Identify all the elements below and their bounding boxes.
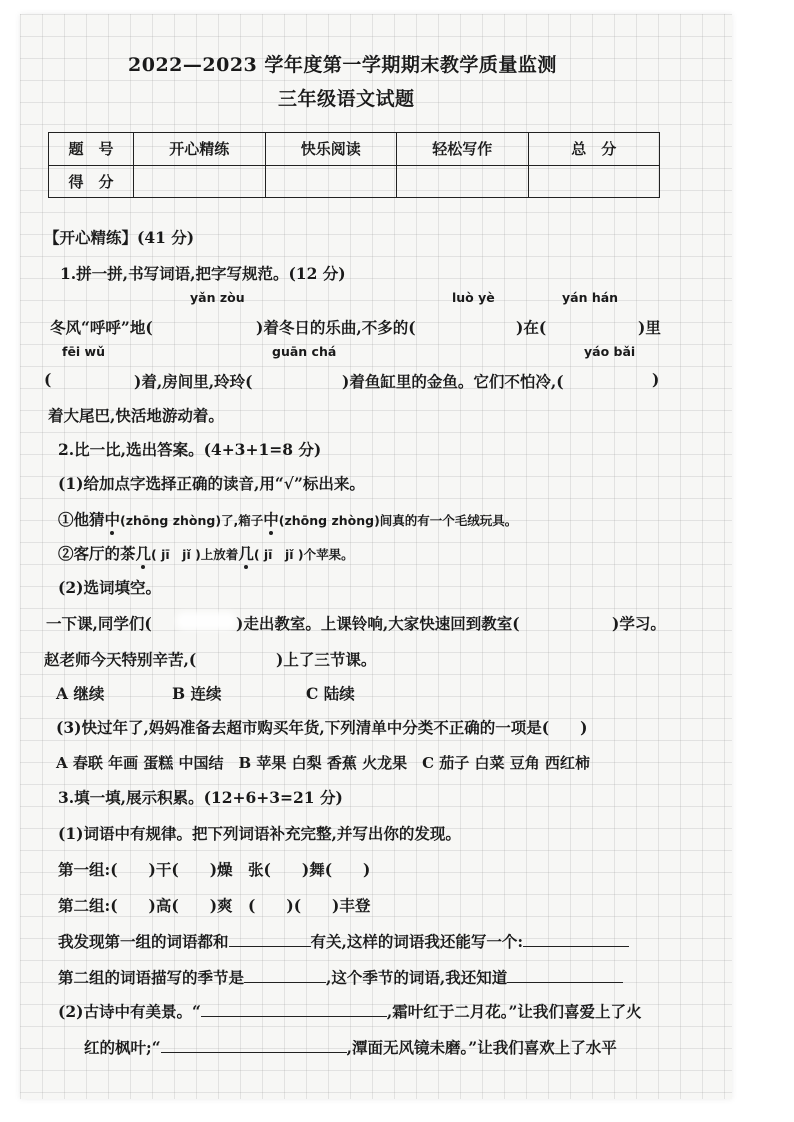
sentence-text: ①他猜: [58, 510, 105, 529]
score-table-cell: 总 分: [528, 133, 660, 166]
q3-finding-1: [58, 930, 629, 952]
answer-blank[interactable]: [523, 946, 629, 947]
q1-pinyin: guān chá: [272, 344, 337, 359]
finding-text: ,这个季节的词语,我还知道: [326, 968, 508, 987]
q2-fill-line: )上了三节课。: [276, 650, 377, 669]
q2-part1-instruction: (1)给加点字选择正确的读音,用“√”标出来。: [58, 474, 365, 493]
q2-part2-title: (2)选词填空。: [58, 578, 161, 597]
dotted-char: 几: [238, 544, 254, 563]
q1-pinyin: fēi wǔ: [62, 344, 105, 359]
answer-blank[interactable]: [229, 946, 311, 947]
score-table: [48, 132, 660, 198]
q2-title: 2.比一比,选出答案。(4+3+1=8 分): [58, 440, 322, 459]
dotted-char: 中: [104, 510, 121, 529]
score-table-cell: 得 分: [49, 165, 134, 198]
sentence-text: (zhōng zhòng)了,箱子: [120, 513, 264, 528]
q1-title: 1.拼一拼,书写词语,把字写规范。(12 分): [60, 264, 346, 283]
score-input-cell[interactable]: [528, 165, 660, 198]
answer-blank[interactable]: [507, 982, 623, 983]
q1-line: )着,房间里,玲玲(: [134, 372, 253, 391]
exam-title: 2022—2023 学年度第一学期期末教学质量监测: [128, 54, 557, 76]
q2-option: C 陆续: [306, 684, 355, 703]
q1-line: )着冬日的乐曲,不多的(: [256, 318, 416, 337]
scan-smudge: [176, 612, 236, 630]
score-table-cell: 题 号: [49, 133, 134, 166]
q3-title: 3.填一填,展示积累。(12+6+3=21 分): [58, 788, 343, 807]
q3-group-1: 第一组:( )干( )燥 张( )舞( ): [58, 860, 371, 879]
answer-blank[interactable]: [161, 1052, 347, 1053]
exam-subtitle: 三年级语文试题: [278, 88, 415, 110]
q3-finding-2: [58, 966, 623, 988]
q2-part3-options: A 春联 年画 蛋糕 中国结 B 苹果 白梨 香蕉 火龙果 C 茄子 白菜 豆角 西红柿: [56, 754, 590, 772]
score-input-cell[interactable]: [397, 165, 529, 198]
q2-fill-line: 一下课,同学们(: [46, 614, 152, 633]
score-table-cell: 快乐阅读: [265, 133, 397, 166]
q2-sentence-2: [58, 542, 354, 564]
poem-text: 红的枫叶;“: [84, 1038, 161, 1057]
score-table-cell: 轻松写作: [397, 133, 529, 166]
q2-fill-line: 赵老师今天特别辛苦,(: [44, 650, 197, 669]
poem-text: (2)古诗中有美景。“: [58, 1002, 201, 1021]
score-table-score-row: [49, 165, 660, 198]
q1-pinyin: yáo bǎi: [584, 344, 636, 359]
q2-option: B 连续: [172, 684, 222, 703]
finding-text: 第二组的词语描写的季节是: [58, 968, 245, 987]
q1-line: ): [652, 370, 660, 389]
q3-part1-title: (1)词语中有规律。把下列词语补充完整,并写出你的发现。: [58, 824, 461, 843]
q2-sentence-1: [58, 508, 517, 530]
q3-part2-line-1: [58, 1000, 641, 1022]
score-input-cell[interactable]: [134, 165, 266, 198]
q2-option: A 继续: [56, 684, 105, 703]
dotted-char: 几: [135, 544, 152, 563]
score-table-header-row: [49, 133, 660, 166]
q2-fill-line: )学习。: [612, 614, 666, 633]
answer-blank[interactable]: [201, 1016, 387, 1017]
q3-group-2: 第二组:( )高( )爽 ( )( )丰登: [58, 896, 371, 915]
sentence-text: (zhōng zhòng)间真的有一个毛绒玩具。: [278, 513, 518, 528]
q1-line: 冬风“呼呼”地(: [50, 318, 153, 337]
q3-part2-line-2: [84, 1036, 617, 1058]
q1-line: )着鱼缸里的金鱼。它们不怕冷,(: [342, 372, 564, 391]
q1-pinyin: yán hán: [562, 290, 619, 305]
poem-text: ,潭面无风镜未磨。”让我们喜欢上了水平: [346, 1038, 617, 1057]
q1-line: 着大尾巴,快活地游动着。: [48, 406, 224, 425]
score-table-cell: 开心精练: [134, 133, 266, 166]
dotted-char: 中: [263, 510, 279, 529]
q1-pinyin: yǎn zòu: [190, 290, 245, 305]
poem-text: ,霜叶红于二月花。”让我们喜爱上了火: [386, 1002, 642, 1021]
section-heading: 【开心精练】(41 分): [44, 228, 195, 247]
q1-line: )里: [638, 318, 661, 337]
sentence-text: ②客厅的茶: [58, 544, 136, 563]
q1-line: (: [44, 370, 52, 389]
q2-fill-line: )走出教室。上课铃响,大家快速回到教室(: [236, 614, 520, 633]
finding-text: 有关,这样的词语我还能写一个:: [310, 932, 524, 951]
q2-part3-question: (3)快过年了,妈妈准备去超市购买年货,下列清单中分类不正确的一项是( ): [56, 718, 588, 737]
score-input-cell[interactable]: [265, 165, 397, 198]
q1-line: )在(: [516, 318, 547, 337]
q1-pinyin: luò yè: [452, 290, 495, 305]
answer-blank[interactable]: [244, 982, 326, 983]
finding-text: 我发现第一组的词语都和: [58, 932, 229, 951]
sentence-text: ( jī jǐ )上放着: [151, 547, 239, 562]
sentence-text: ( jī jǐ )个苹果。: [253, 547, 354, 562]
